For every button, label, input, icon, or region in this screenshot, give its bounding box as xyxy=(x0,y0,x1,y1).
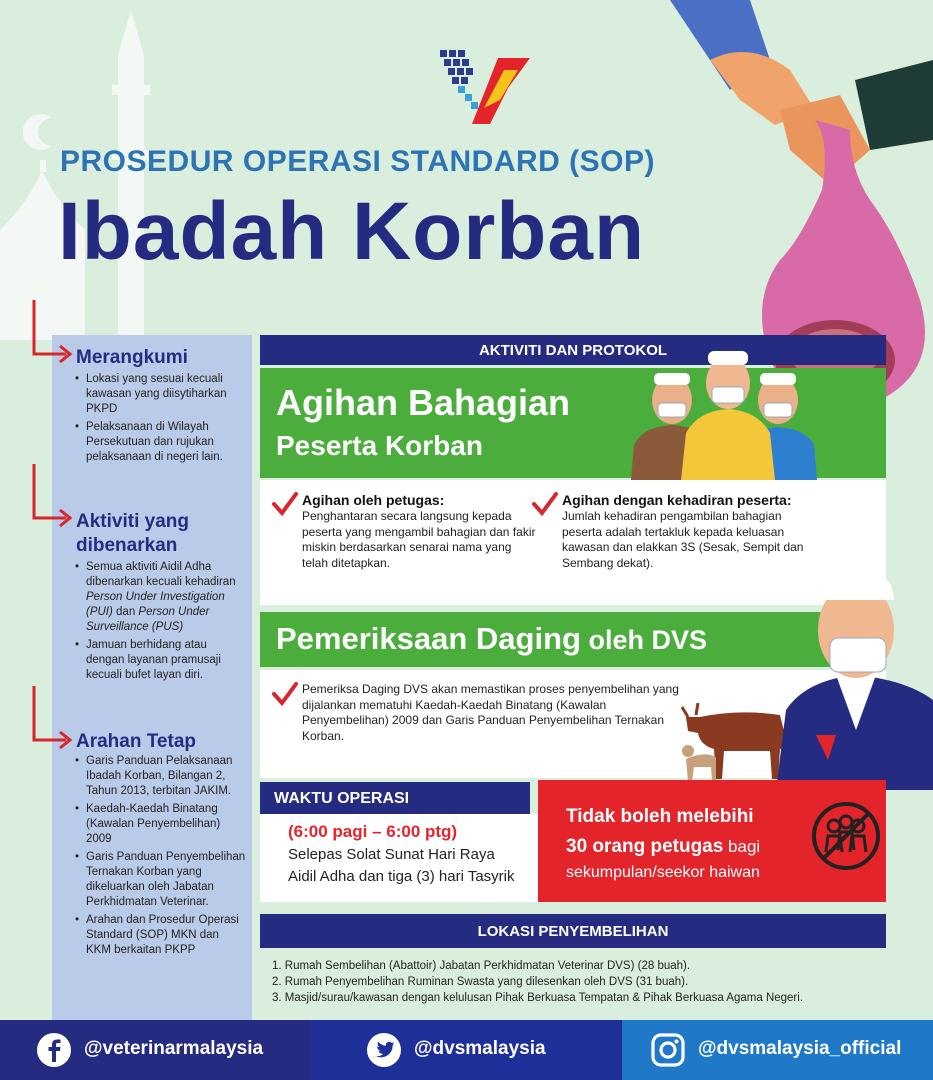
check-icon xyxy=(272,492,298,516)
no-crowd-icon xyxy=(810,800,882,872)
page-title: Ibadah Korban xyxy=(58,186,646,277)
twitter-icon xyxy=(366,1032,402,1068)
list-item: • Arahan dan Prosedur Operasi Standard (SOP) MKN dan KKM berkaitan PKPP xyxy=(74,913,246,958)
footer-twitter[interactable] xyxy=(310,1020,622,1080)
agihan-title-line2: Peserta Korban xyxy=(276,430,483,461)
text-italic: Person Under Investigation (PUI) xyxy=(86,591,225,618)
text-italic: Person Under Surveillance (PUS) xyxy=(86,606,210,633)
waktu-time: (6:00 pagi – 6:00 ptg) xyxy=(288,822,458,841)
agihan-title-line1: Agihan Bahagian xyxy=(276,382,571,423)
pemeriksaan-title xyxy=(276,621,707,657)
agihan-peserta-title: Agihan dengan kehadiran peserta: xyxy=(562,492,792,508)
list-item: 3. Masjid/surau/kawasan dengan kelulusan Pihak Berkuasa Tempatan & Pihak Berkuasa Agama Negeri. xyxy=(272,992,804,1004)
dvs-logo xyxy=(438,48,534,126)
waktu-line1: Selepas Solat Sunat Hari Raya xyxy=(288,846,495,863)
agihan-petugas-item xyxy=(272,492,537,571)
waktu-line2: Aidil Adha dan tiga (3) hari Tasyrik xyxy=(288,868,515,885)
list-item: 1. Rumah Sembelihan (Abattoir) Jabatan Perkhidmatan Veterinar DVS) (28 buah). xyxy=(272,960,691,972)
list-item xyxy=(74,560,246,635)
list-arahan xyxy=(74,754,246,961)
section-heading-merangkumi: Merangkumi xyxy=(76,347,188,368)
limit-line3: sekumpulan/seekor haiwan xyxy=(566,864,760,881)
pemeriksaan-item xyxy=(272,682,692,744)
pemeriksaan-title-main: Pemeriksaan Daging xyxy=(276,621,581,656)
list-item: • Garis Panduan Penyembelihan Ternakan Korban yang dikeluarkan oleh Jabatan Perkhidmatan Veterinar. xyxy=(74,850,246,910)
limit-line2 xyxy=(566,836,760,858)
twitter-handle: @dvsmalaysia xyxy=(414,1038,546,1059)
facebook-handle: @veterinarmalaysia xyxy=(84,1038,264,1059)
list-item: 2. Rumah Penyembelihan Ruminan Swasta yang dilesenkan oleh DVS (31 buah). xyxy=(272,976,689,988)
list-item: • Lokasi yang sesuai kecuali kawasan yang diisytiharkan PKPD xyxy=(74,372,246,417)
three-men-illustration xyxy=(628,345,828,490)
veterinarian-with-mask xyxy=(776,560,933,790)
lokasi-header xyxy=(260,914,886,948)
page-subtitle: PROSEDUR OPERASI STANDARD (SOP) xyxy=(60,145,655,178)
limit-line1: Tidak boleh melebihi xyxy=(566,806,754,827)
agihan-petugas-title: Agihan oleh petugas: xyxy=(302,492,445,508)
agihan-petugas-text: Penghantaran secara langsung kepada peserta yang mengambil bahagian dan fakir miskin berdasarkan senarai nama yang telah ditetapkan. xyxy=(302,509,536,570)
limit-suffix: bagi xyxy=(723,837,761,856)
list-item: • Jamuan berhidang atau dengan layanan pramusaji kecuali bufet layan diri. xyxy=(74,638,246,683)
limit-count: 30 orang petugas xyxy=(566,836,724,857)
heading-line: Aktiviti yang xyxy=(76,511,189,532)
facebook-icon xyxy=(36,1032,72,1068)
activity-header-label: AKTIVITI DAN PROTOKOL xyxy=(478,342,668,359)
list-item: • Pelaksanaan di Wilayah Persekutuan dan rujukan pelaksanaan di negeri lain. xyxy=(74,420,246,465)
pemeriksaan-text: Pemeriksa Daging DVS akan memastikan proses penyembelihan yang dijalankan mematuhi Kaedah-Kaedah Binatang (Kawalan Penyembelihan) 2009 dan Garis Panduan Penyembelihan Ternakan Korban. xyxy=(302,682,679,743)
list-merangkumi xyxy=(74,372,246,468)
instagram-handle: @dvsmalaysia_official xyxy=(698,1038,902,1059)
pemeriksaan-title-suffix: oleh DVS xyxy=(580,625,707,655)
lokasi-header-label: LOKASI PENYEMBELIHAN xyxy=(477,923,669,940)
waktu-header xyxy=(260,782,530,814)
arrow-icon xyxy=(30,464,76,530)
lokasi-list xyxy=(272,958,882,1006)
check-icon xyxy=(532,492,558,516)
list-item: • Kaedah-Kaedah Binatang (Kawalan Penyembelihan) 2009 xyxy=(74,802,246,847)
waktu-header-label: WAKTU OPERASI xyxy=(274,790,410,807)
agihan-peserta-text: Jumlah kehadiran pengambilan bahagian peserta adalah tertakluk kepada keluasan kawasan dan elakkan 3S (Sesak, Sempit dan Sembang dekat). xyxy=(562,509,804,570)
text: dan xyxy=(112,606,139,618)
heading-line: dibenarkan xyxy=(76,535,178,556)
instagram-icon xyxy=(650,1032,686,1068)
check-icon xyxy=(272,682,298,706)
footer-facebook[interactable] xyxy=(0,1020,310,1080)
section-heading-aktiviti xyxy=(76,510,189,558)
arrow-icon xyxy=(30,300,76,366)
text: Semua aktiviti Aidil Adha dibenarkan kecuali kehadiran xyxy=(86,561,236,588)
list-aktiviti xyxy=(74,560,246,686)
arrow-icon xyxy=(30,686,76,752)
footer xyxy=(0,1020,933,1080)
section-heading-arahan: Arahan Tetap xyxy=(76,731,197,752)
list-item: • Garis Panduan Pelaksanaan Ibadah Korban, Bilangan 2, Tahun 2013, terbitan JAKIM. xyxy=(74,754,246,799)
footer-instagram[interactable] xyxy=(622,1020,933,1080)
